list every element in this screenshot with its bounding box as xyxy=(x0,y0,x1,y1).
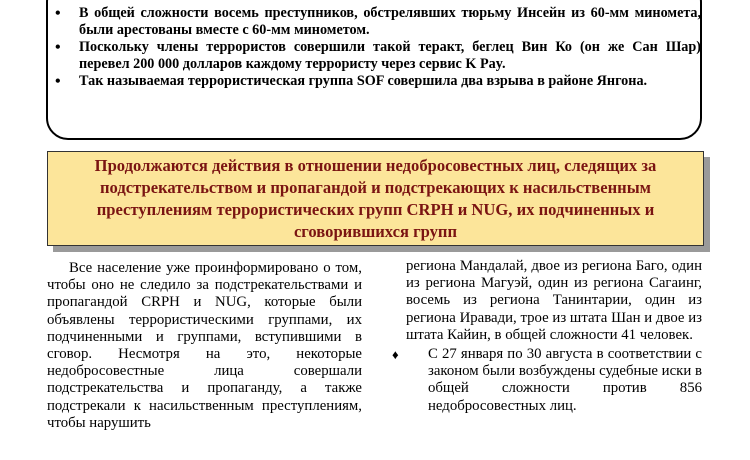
right-column-bullet-item xyxy=(392,346,702,415)
right-column-bullet-text: С 27 января по 30 августа в соответствии с законом были возбуждены судебные иски в общей сложности против 856 недобросовестных лиц. xyxy=(428,346,702,414)
headline-box xyxy=(47,151,704,246)
headline-title: Продолжаются действия в отношении недобросовестных лиц, следящих за подстрекательством и пропагандой и подстрекающих к насильственным преступлениям террористических групп CRPH и NUG, их подчиненных и сговорившихся групп xyxy=(94,155,657,241)
left-column-paragraph: Все население уже проинформировано о том, чтобы оно не следило за подстрекательствами и пропагандой CRPH и NUG, которые были объявлены террористическими группами, их подчиненными и группами, вступившими в сговор. Несмотря на это, некоторые недобросовестные лица совершали подстрекательства и пропаганду, а также подстрекали к насильственным преступлениям, чтобы нарушить xyxy=(47,260,362,431)
summary-bullet-list xyxy=(55,5,701,90)
summary-bullet-3: • Так называемая террористическая группа SOF совершила два взрыва в районе Янгона. xyxy=(55,73,701,90)
right-column-continued-paragraph: региона Мандалай, двое из региона Баго, один из региона Магуэй, один из региона Сагаинг, восемь из региона Танинтарии, один из региона Иравади, трое из штата Шан и двое из штата Кайин, в общей сложности 41 человек. xyxy=(406,258,702,343)
right-column xyxy=(392,258,702,415)
left-column xyxy=(47,260,362,432)
summary-bullet-2: • Поскольку члены террористов совершили такой теракт, беглец Вин Ко (он же Сан Шар) перевел 200 000 долларов каждому террористу через сервис K Pay. xyxy=(55,39,701,73)
diamond-bullet-icon: ♦ xyxy=(392,347,399,363)
summary-bullet-1: • В общей сложности восемь преступников, обстрелявших тюрьму Инсейн из 60-мм минометa, были арестованы вместе с 60-мм минометом. xyxy=(55,5,701,39)
